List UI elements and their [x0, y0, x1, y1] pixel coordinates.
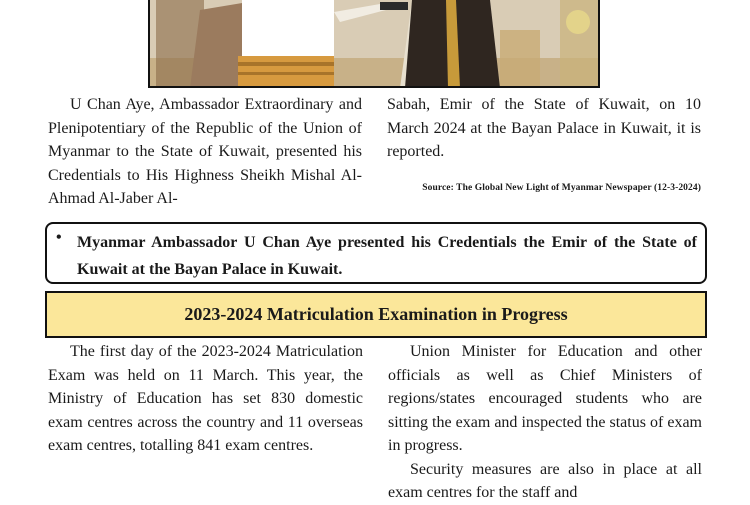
article2-paragraph-2: Union Minister for Education and other officials as well as Chief Ministers of regions/states encouraged students who are sitting the exam and inspected the status of exam in progress. — [388, 343, 702, 454]
article2-paragraph-1: The first day of the 2023-2024 Matriculation Exam was held on 11 March. This year, the Ministry of Education has set 830 domestic exam centres across the country and 11 overseas exam centres, totalling 841 exam centres. — [48, 343, 363, 454]
ceremony-photo-illustration — [150, 0, 600, 88]
article2-title-banner — [45, 291, 707, 338]
article1-paragraph-1-continued: Sabah, Emir of the State of Kuwait, on 10 March 2024 at the Bayan Palace in Kuwait, it is reported. — [387, 96, 701, 160]
article1-source: Source: The Global New Light of Myanmar Newspaper (12-3-2024) — [422, 183, 701, 193]
bullet-icon: • — [56, 229, 62, 246]
article2-column-left — [48, 340, 363, 458]
summary-callout-text: Myanmar Ambassador U Chan Aye presented his Credentials the Emir of the State of Kuwait at the Bayan Palace in Kuwait. — [77, 234, 697, 278]
article2-paragraph-3: Security measures are also in place at all exam centres for the staff and — [388, 460, 702, 501]
article1-paragraph-1: U Chan Aye, Ambassador Extraordinary and Plenipotentiary of the Republic of the Union of Myanmar to the State of Kuwait, presented his Credentials to His Highness Sheikh Mishal Al-Ahmad Al-Jaber Al- — [48, 96, 362, 207]
article2-title: 2023-2024 Matriculation Examination in Progress — [184, 304, 568, 324]
article1-column-left — [48, 93, 362, 211]
ceremony-photo — [148, 0, 600, 88]
summary-callout-box — [45, 222, 707, 284]
article1-column-right — [387, 93, 701, 164]
article2-column-right — [388, 340, 702, 505]
